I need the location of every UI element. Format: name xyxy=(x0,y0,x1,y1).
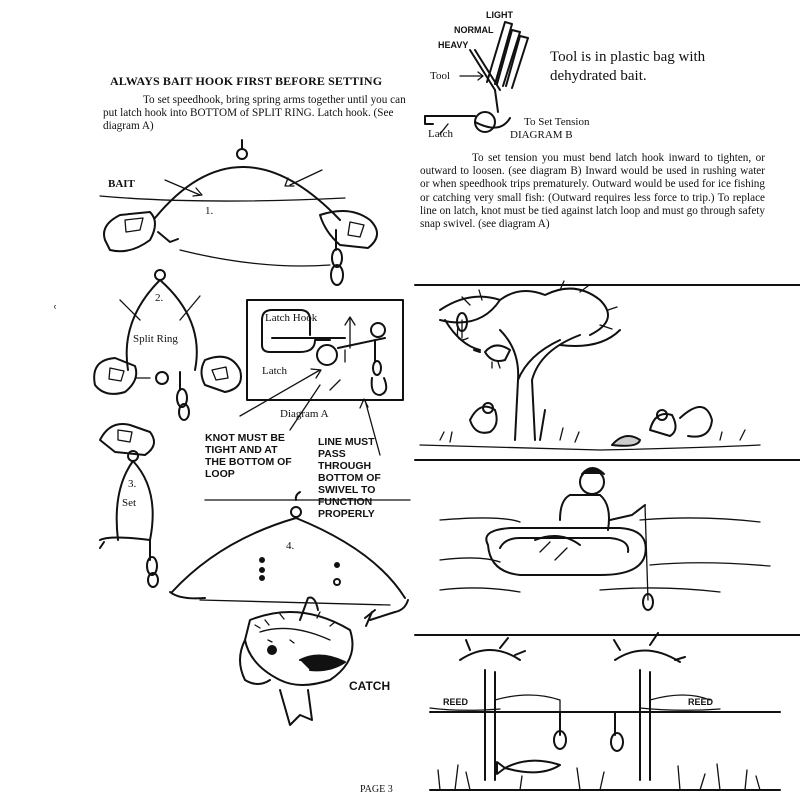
step2-illustration xyxy=(94,270,241,420)
catch-label: CATCH xyxy=(349,679,391,693)
set-label: Set xyxy=(122,497,137,509)
tool-normal-label: NORMAL xyxy=(454,25,494,35)
step1-number: 1. xyxy=(205,205,214,217)
tension-text: To set tension you must bend latch hook inward to tighten, or outward to loosen. (see diagram B) Inward would be used in rushing water or when speedhook trips prematurely. Outward would be used for ice fishing or catching very small fish: (Outward requires less force to trip.) To replace line on latch, knot must be tied against latch loop and must go through safety snap swivel. (see diagram A) xyxy=(420,152,765,231)
latch-hook-label: Latch Hook xyxy=(265,312,318,324)
to-set-tension-label: To Set Tension xyxy=(524,116,590,128)
diagram-b-label: DIAGRAM B xyxy=(510,129,573,141)
step2-number: 2. xyxy=(155,292,164,304)
latch-label: Latch xyxy=(262,365,288,377)
line-note: LINE MUST PASS THROUGH BOTTOM OF SWIVEL TO FUNCTION PROPERLY xyxy=(318,436,381,520)
reed-label-right: REED xyxy=(688,697,714,707)
tree-scene-illustration xyxy=(420,281,760,450)
step4-number: 4. xyxy=(286,540,295,552)
split-ring-label: Split Ring xyxy=(133,333,178,345)
intro-text: To set speedhook, bring spring arms together until you can put latch hook into BOTTOM of SPLIT RING. Latch hook. (See diagram A) xyxy=(103,94,406,133)
tool-heavy-label: HEAVY xyxy=(438,40,469,50)
step3-number: 3. xyxy=(128,478,137,490)
page-number: PAGE 3 xyxy=(360,784,393,795)
bait-heading: ALWAYS BAIT HOOK FIRST BEFORE SETTING xyxy=(110,74,383,88)
tool-light-label: LIGHT xyxy=(486,10,513,20)
step1-illustration xyxy=(100,140,377,285)
bag-note: Tool is in plastic bag with dehydrated bait. xyxy=(550,49,706,84)
diagram-a-label: Diagram A xyxy=(280,408,329,420)
tool-label: Tool xyxy=(430,70,451,82)
raft-scene-illustration xyxy=(440,468,770,610)
knot-note: KNOT MUST BE TIGHT AND AT THE BOTTOM OF LOOP xyxy=(205,432,292,480)
tool-latch-label: Latch xyxy=(428,128,454,140)
reed-scene-illustration xyxy=(430,633,780,790)
margin-mark: ʿ xyxy=(52,302,58,322)
bait-label: BAIT xyxy=(108,178,135,190)
reed-label-left: REED xyxy=(443,697,469,707)
